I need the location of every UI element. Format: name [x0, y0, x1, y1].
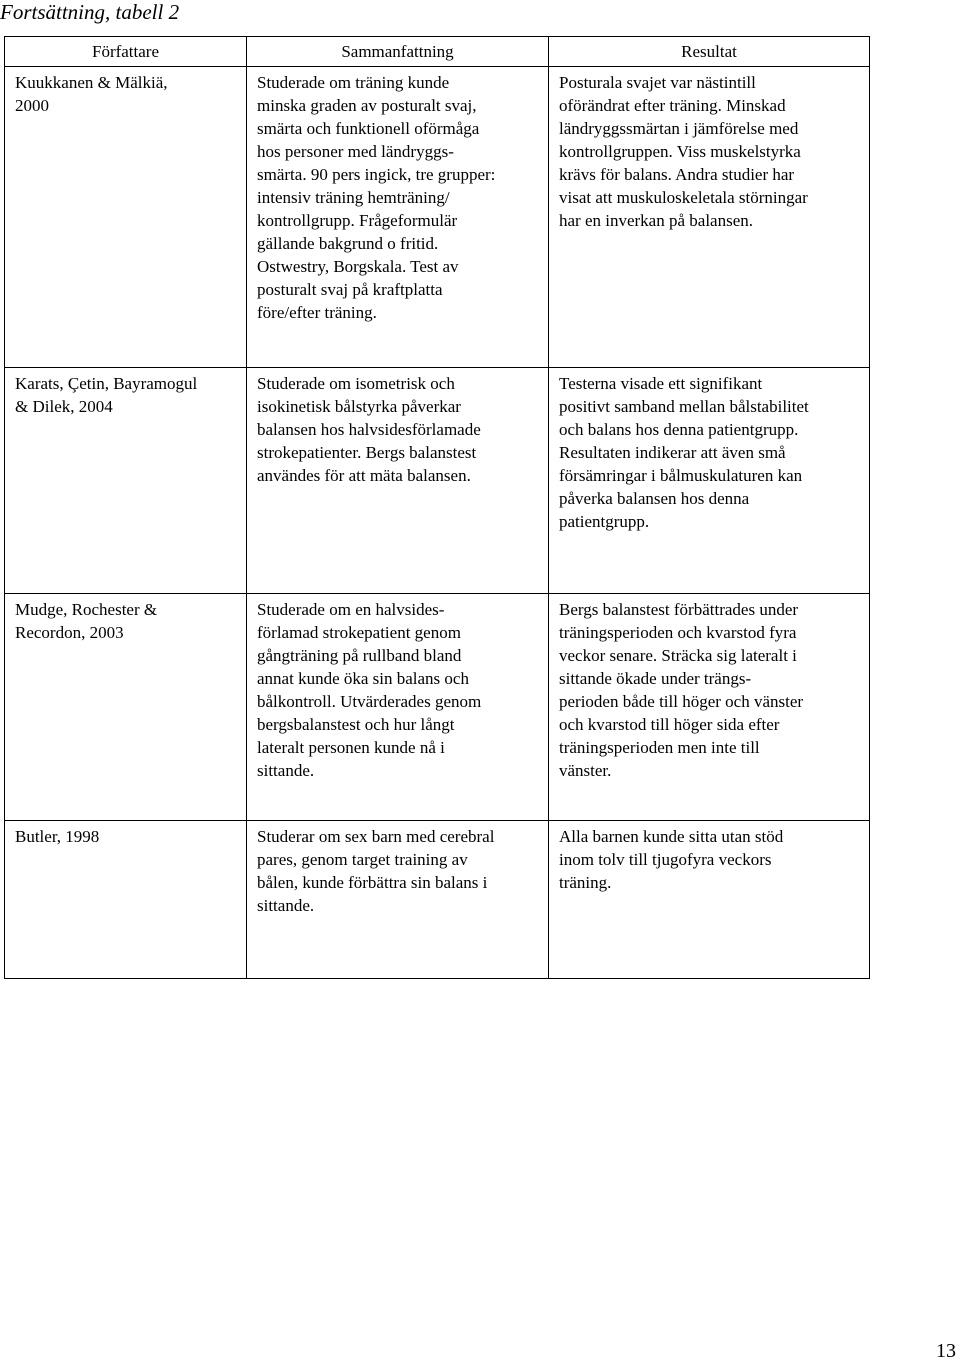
author-cell: Kuukkanen & Mälkiä, 2000 [15, 73, 168, 115]
header-result: Resultat [549, 37, 870, 67]
table-header-row [5, 37, 870, 67]
table-row [5, 594, 870, 821]
header-summary: Sammanfattning [247, 37, 549, 67]
author-cell: Karats, Çetin, Bayramogul & Dilek, 2004 [15, 374, 198, 416]
summary-cell: Studerar om sex barn med cerebral pares, genom target training av bålen, kunde förbättra sin balans i sittande. [257, 827, 495, 915]
summary-cell: Studerade om en halvsides- förlamad strokepatient genom gångträning på rullband bland annat kunde öka sin balans och bålkontroll. Utvärderades genom bergsbalanstest och hur långt lateralt personen kunde nå i sittande. [257, 600, 482, 780]
summary-cell: Studerade om isometrisk och isokinetisk bålstyrka påverkar balansen hos halvsidesförlamade strokepatienter. Bergs balanstest användes för att mäta balansen. [257, 374, 481, 485]
table-row [5, 67, 870, 368]
author-cell: Mudge, Rochester & Recordon, 2003 [15, 600, 158, 642]
result-cell: Bergs balanstest förbättrades under träningsperioden och kvarstod fyra veckor senare. Sträcka sig lateralt i sittande ökade under trängs- perioden både till höger och vänster och kvarstod till höger sida efter träningsperioden men inte till vänster. [559, 600, 804, 780]
results-table [4, 36, 870, 979]
result-cell: Alla barnen kunde sitta utan stöd inom tolv till tjugofyra veckors träning. [559, 827, 784, 892]
header-author: Författare [5, 37, 247, 67]
summary-cell: Studerade om träning kunde minska graden av posturalt svaj, smärta och funktionell oförmåga hos personer med ländryggs- smärta. 90 pers ingick, tre grupper: intensiv träning hemträning/ kontrollgrupp. Frågeformulär gällande bakgrund o fritid. Ostwestry, Borgskala. Test av posturalt svaj på kraftplatta före/efter träning. [257, 73, 496, 322]
document-title: Fortsättning, tabell 2 [0, 0, 180, 24]
page-number: 13 [936, 1340, 956, 1362]
result-cell: Testerna visade ett signifikant positivt samband mellan bålstabilitet och balans hos denna patientgrupp. Resultaten indikerar att även små försämringar i bålmuskulaturen kan påverka balansen hos denna patientgrupp. [559, 374, 809, 531]
author-cell: Butler, 1998 [15, 827, 100, 846]
table-row [5, 821, 870, 979]
table-row [5, 368, 870, 594]
result-cell: Posturala svajet var nästintill oförändrat efter träning. Minskad ländryggssmärtan i jämförelse med kontrollgruppen. Viss muskelstyrka krävs för balans. Andra studier har visat att muskuloskeletala störningar har en inverkan på balansen. [559, 73, 808, 230]
